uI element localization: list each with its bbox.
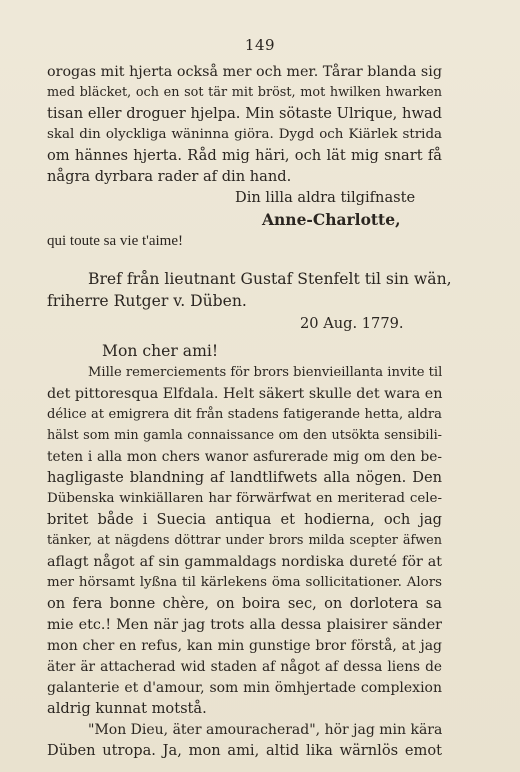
text-line: mie etc.! Men när jag trots alla dessa plaisirer sänder bbox=[47, 617, 442, 633]
text-line: britet både i Suecia antiqua et hodierna, och jag bbox=[47, 511, 442, 528]
text-line: teten i alla mon chers wanor asfurerade mig om den be- bbox=[47, 449, 442, 465]
text-line: Düben utropa. Ja, mon ami, altid lika wärnlös emot bbox=[47, 742, 442, 759]
salutation: Mon cher ami! bbox=[102, 342, 219, 360]
text-line: galanterie et d'amour, som min ömhjertade complexion bbox=[47, 680, 442, 696]
text-line: skal din olyckliga wäninna giöra. Dygd och Kiärlek strida bbox=[47, 127, 442, 142]
text-line: om hännes hjerta. Råd mig häri, och lät mig snart få bbox=[47, 147, 442, 164]
text-line: tänker, at nägdens döttrar under brors milda scepter äfwen bbox=[47, 533, 442, 548]
text-line: hagligaste blandning af landtlifwets alla nögen. Den bbox=[47, 469, 442, 486]
text-line: Dübenska winkiällaren har förwärfwat en meriterad cele- bbox=[47, 491, 442, 506]
text-line: hälst som min gamla connaissance om den utsökta sensibili- bbox=[47, 428, 442, 443]
text-line: mon cher en refus, kan min gunstige bror förstå, at jag bbox=[47, 638, 442, 654]
signature: Anne-Charlotte, bbox=[262, 210, 401, 229]
letter-title: friherre Rutger v. Düben. bbox=[47, 292, 247, 310]
text-line: Mille remerciements för brors bienvieillanta invite til bbox=[88, 365, 443, 380]
text-line: det pittoresqua Elfdala. Helt säkert skulle det wara en bbox=[47, 386, 443, 402]
text-line: délice at emigrera dit från stadens fatigerande hetta, aldra bbox=[47, 407, 442, 422]
text-line: on fera bonne chère, on boira sec, on dorlotera sa bbox=[47, 595, 442, 612]
text-line: mer hörsamt lyßna til kärlekens öma sollicitationer. Alors bbox=[47, 575, 442, 590]
text-line: aldrig kunnat motstå. bbox=[47, 700, 207, 717]
text-line: några dyrbara rader af din hand. bbox=[47, 168, 292, 185]
text-line: med bläcket, och en sot tär mit bröst, mot hwilken hwarken bbox=[47, 85, 442, 100]
closing-line: Din lilla aldra tilgifnaste bbox=[235, 189, 416, 206]
text-line: äter är attacherad wid staden af något af dessa liens de bbox=[47, 659, 442, 675]
letter-date: 20 Aug. 1779. bbox=[300, 315, 404, 332]
text-line: tisan eller droguer hjelpa. Min sötaste Ulrique, hwad bbox=[47, 105, 442, 122]
text-line: orogas mit hjerta också mer och mer. Tårar blanda sig bbox=[47, 64, 442, 80]
text-line: "Mon Dieu, äter amouracherad", hör jag min kära bbox=[88, 722, 443, 738]
text-line: aflagt något af sin gammaldags nordiska dureté för at bbox=[47, 554, 442, 570]
letter-title: Bref från lieutnant Gustaf Stenfelt til sin wän, bbox=[88, 270, 452, 288]
page-number: 149 bbox=[244, 36, 276, 54]
postscript: qui toute sa vie t'aime! bbox=[47, 233, 183, 249]
